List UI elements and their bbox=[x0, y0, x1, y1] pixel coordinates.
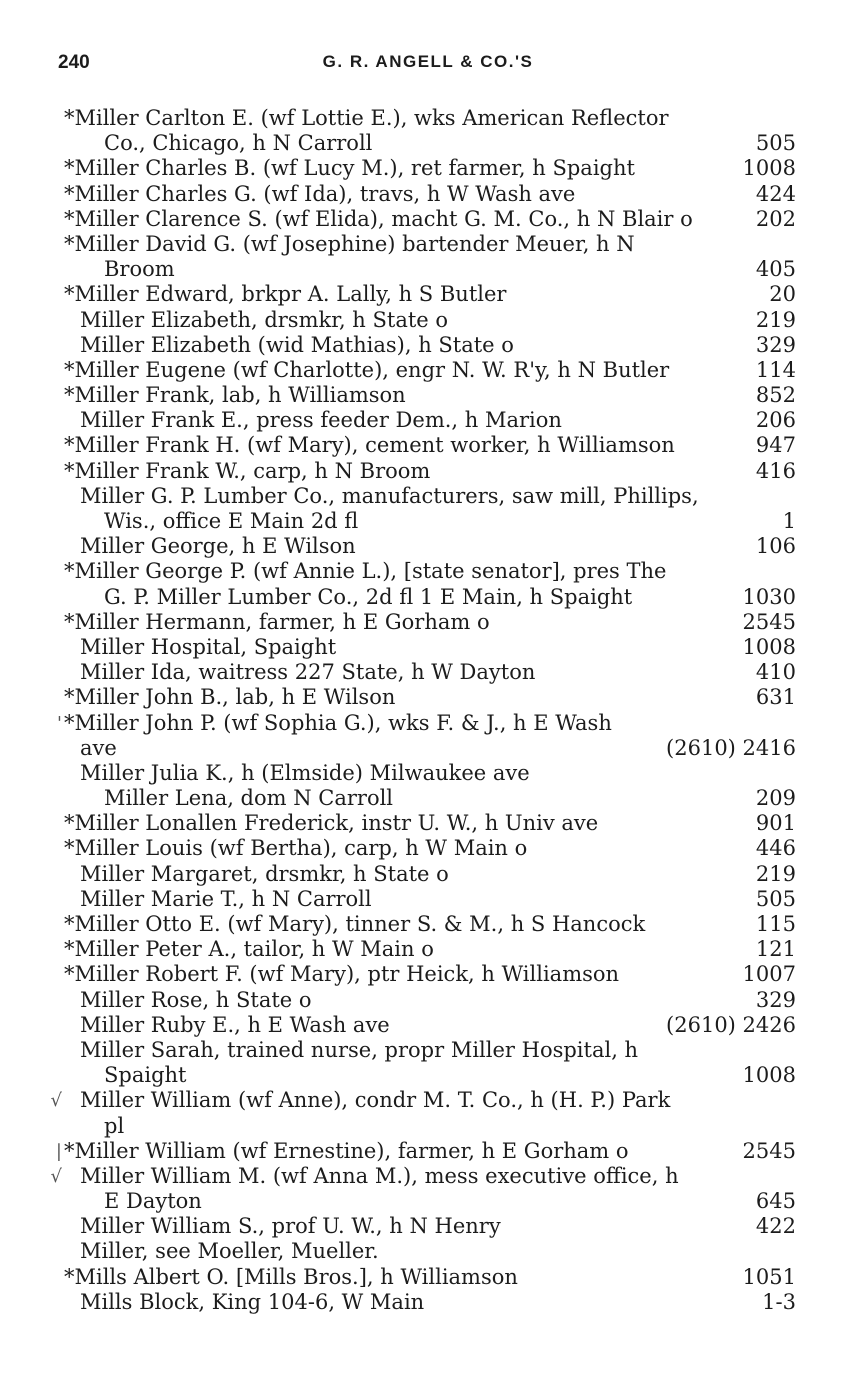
entry-text: *Miller Eugene (wf Charlotte), engr N. W. R'y, h N Butler bbox=[64, 357, 670, 382]
house-number: 2545 bbox=[742, 609, 796, 634]
entry-text: Miller William M. (wf Anna M.), mess executive office, h bbox=[80, 1163, 679, 1188]
directory-line bbox=[0, 459, 860, 484]
directory-entries bbox=[0, 106, 860, 1315]
directory-line bbox=[0, 962, 860, 987]
directory-line bbox=[0, 736, 860, 761]
entry-text: Miller Frank E., press feeder Dem., h Marion bbox=[80, 408, 562, 433]
house-number: 114 bbox=[755, 357, 796, 382]
entry-text: *Mills Albert O. [Mills Bros.], h Williamson bbox=[64, 1264, 518, 1289]
directory-line bbox=[0, 811, 860, 836]
house-number: (2610) 2426 bbox=[666, 1012, 796, 1037]
entry-text: *Miller Clarence S. (wf Elida), macht G. M. Co., h N Blair o bbox=[64, 206, 693, 231]
house-number: 202 bbox=[755, 206, 796, 231]
house-number: 1030 bbox=[742, 584, 796, 609]
directory-line bbox=[0, 1114, 860, 1139]
directory-line bbox=[0, 433, 860, 458]
entry-text: Miller Elizabeth, drsmkr, h State o bbox=[80, 307, 449, 332]
page-number: 240 bbox=[58, 52, 90, 73]
entry-text: Miller Margaret, drsmkr, h State o bbox=[80, 861, 449, 886]
house-number: 645 bbox=[755, 1189, 796, 1214]
margin-mark: | bbox=[55, 1140, 62, 1162]
entry-text: *Miller David G. (wf Josephine) bartender Meuer, h N bbox=[64, 231, 635, 256]
directory-line bbox=[0, 182, 860, 207]
running-title: G. R. ANGELL & CO.'S bbox=[322, 52, 534, 71]
house-number: 115 bbox=[755, 912, 796, 936]
directory-line bbox=[0, 257, 860, 282]
directory-line bbox=[0, 761, 860, 786]
entry-text: Miller Rose, h State o bbox=[80, 987, 312, 1012]
directory-line bbox=[0, 1063, 860, 1088]
margin-mark: √ bbox=[50, 1165, 62, 1187]
house-number: 1-3 bbox=[762, 1289, 796, 1314]
house-number: 424 bbox=[755, 181, 796, 206]
house-number: 209 bbox=[755, 786, 796, 811]
directory-line bbox=[0, 1189, 860, 1214]
entry-text: *Miller John B., lab, h E Wilson bbox=[64, 685, 396, 710]
entry-text: Wis., office E Main 2d fl bbox=[104, 509, 359, 533]
house-number: 901 bbox=[755, 811, 796, 836]
entry-text: E Dayton bbox=[104, 1189, 202, 1214]
directory-line bbox=[0, 610, 860, 635]
directory-line bbox=[0, 1088, 860, 1113]
entry-text: *Miller Hermann, farmer, h E Gorham o bbox=[64, 609, 490, 634]
directory-line bbox=[0, 559, 860, 584]
directory-line bbox=[0, 585, 860, 610]
entry-text: Broom bbox=[104, 257, 175, 282]
entry-text: Miller G. P. Lumber Co., manufacturers, saw mill, Phillips, bbox=[80, 483, 699, 508]
directory-line bbox=[0, 937, 860, 962]
directory-line bbox=[0, 1265, 860, 1290]
directory-line bbox=[0, 106, 860, 131]
directory-line bbox=[0, 711, 860, 736]
entry-text: Miller Sarah, trained nurse, propr Miller Hospital, h bbox=[80, 1037, 639, 1062]
directory-line bbox=[0, 1038, 860, 1063]
house-number: 106 bbox=[755, 534, 796, 559]
house-number: 505 bbox=[755, 131, 796, 156]
directory-line bbox=[0, 988, 860, 1013]
directory-line bbox=[0, 131, 860, 156]
directory-line bbox=[0, 383, 860, 408]
directory-line bbox=[0, 635, 860, 660]
entry-text: pl bbox=[104, 1113, 125, 1138]
entry-text: Miller Ida, waitress 227 State, h W Dayton bbox=[80, 660, 536, 685]
entry-text: Miller George, h E Wilson bbox=[80, 534, 356, 559]
house-number: 852 bbox=[755, 383, 796, 408]
directory-line bbox=[0, 1013, 860, 1038]
directory-line bbox=[0, 308, 860, 333]
house-number: 631 bbox=[755, 685, 796, 710]
entry-text: Miller William (wf Anne), condr M. T. Co., h (H. P.) Park bbox=[80, 1088, 671, 1113]
house-number: 1008 bbox=[742, 634, 796, 659]
house-number: 446 bbox=[755, 836, 796, 861]
directory-line bbox=[0, 534, 860, 559]
house-number: 219 bbox=[755, 307, 796, 332]
house-number: 2545 bbox=[742, 1138, 796, 1163]
entry-text: *Miller Robert F. (wf Mary), ptr Heick, h Williamson bbox=[64, 962, 620, 987]
house-number: 1008 bbox=[742, 156, 796, 181]
entry-text: *Miller Carlton E. (wf Lottie E.), wks American Reflector bbox=[64, 106, 669, 130]
entry-text: Miller Hospital, Spaight bbox=[80, 634, 337, 659]
house-number: 422 bbox=[755, 1214, 796, 1239]
directory-line bbox=[0, 685, 860, 710]
entry-text: *Miller William (wf Ernestine), farmer, h E Gorham o bbox=[64, 1138, 629, 1163]
entry-text: Mills Block, King 104-6, W Main bbox=[80, 1289, 425, 1314]
house-number: 329 bbox=[755, 332, 796, 357]
directory-line bbox=[0, 232, 860, 257]
entry-text: *Miller Charles G. (wf Ida), travs, h W Wash ave bbox=[64, 181, 576, 206]
house-number: 505 bbox=[755, 886, 796, 911]
entry-text: ave bbox=[80, 735, 117, 760]
house-number: 1008 bbox=[742, 1063, 796, 1088]
entry-text: Miller Marie T., h N Carroll bbox=[80, 886, 372, 911]
margin-mark: ' bbox=[57, 712, 62, 734]
house-number: 1051 bbox=[742, 1264, 796, 1289]
entry-text: *Miller Edward, brkpr A. Lally, h S Butler bbox=[64, 282, 507, 307]
entry-text: *Miller Louis (wf Bertha), carp, h W Main o bbox=[64, 836, 528, 861]
margin-mark: √ bbox=[50, 1090, 62, 1112]
directory-line bbox=[0, 156, 860, 181]
entry-text: Miller Julia K., h (Elmside) Milwaukee ave bbox=[80, 760, 530, 785]
entry-text: G. P. Miller Lumber Co., 2d fl 1 E Main, h Spaight bbox=[104, 584, 633, 609]
house-number: 206 bbox=[755, 408, 796, 433]
entry-text: *Miller Peter A., tailor, h W Main o bbox=[64, 937, 434, 962]
entry-text: Miller Lena, dom N Carroll bbox=[104, 786, 394, 811]
entry-text: *Miller Lonallen Frederick, instr U. W., h Univ ave bbox=[64, 811, 599, 836]
directory-line bbox=[0, 786, 860, 811]
house-number: 20 bbox=[769, 282, 796, 307]
directory-line bbox=[0, 509, 860, 534]
page-header bbox=[58, 52, 798, 82]
directory-line bbox=[0, 836, 860, 861]
directory-line bbox=[0, 862, 860, 887]
entry-text: Co., Chicago, h N Carroll bbox=[104, 131, 373, 156]
directory-line bbox=[0, 912, 860, 937]
directory-line bbox=[0, 484, 860, 509]
house-number: 947 bbox=[755, 433, 796, 458]
house-number: 410 bbox=[755, 660, 796, 685]
directory-line bbox=[0, 207, 860, 232]
directory-line bbox=[0, 1214, 860, 1239]
directory-line bbox=[0, 1290, 860, 1315]
house-number: 1007 bbox=[742, 962, 796, 987]
entry-text: *Miller Otto E. (wf Mary), tinner S. & M., h S Hancock bbox=[64, 912, 646, 936]
entry-text: Miller, see Moeller, Mueller. bbox=[80, 1239, 379, 1264]
directory-line bbox=[0, 358, 860, 383]
entry-text: Miller Elizabeth (wid Mathias), h State o bbox=[80, 332, 514, 357]
directory-line bbox=[0, 1164, 860, 1189]
directory-line bbox=[0, 333, 860, 358]
entry-text: *Miller John P. (wf Sophia G.), wks F. & J., h E Wash bbox=[64, 710, 612, 735]
directory-line bbox=[0, 1239, 860, 1264]
directory-line bbox=[0, 1139, 860, 1164]
entry-text: *Miller Frank, lab, h Williamson bbox=[64, 383, 406, 408]
entry-text: Spaight bbox=[104, 1063, 187, 1088]
entry-text: Miller Ruby E., h E Wash ave bbox=[80, 1012, 390, 1037]
house-number: (2610) 2416 bbox=[666, 735, 796, 760]
house-number: 329 bbox=[755, 987, 796, 1012]
house-number: 1 bbox=[782, 509, 796, 533]
entry-text: *Miller Frank H. (wf Mary), cement worker, h Williamson bbox=[64, 433, 675, 458]
directory-line bbox=[0, 282, 860, 307]
entry-text: Miller William S., prof U. W., h N Henry bbox=[80, 1214, 501, 1239]
house-number: 416 bbox=[755, 458, 796, 483]
house-number: 121 bbox=[755, 937, 796, 962]
entry-text: *Miller Frank W., carp, h N Broom bbox=[64, 458, 431, 483]
house-number: 405 bbox=[755, 257, 796, 282]
entry-text: *Miller George P. (wf Annie L.), [state senator], pres The bbox=[64, 559, 667, 584]
directory-line bbox=[0, 408, 860, 433]
directory-line bbox=[0, 887, 860, 912]
entry-text: *Miller Charles B. (wf Lucy M.), ret farmer, h Spaight bbox=[64, 156, 635, 181]
directory-line bbox=[0, 660, 860, 685]
house-number: 219 bbox=[755, 861, 796, 886]
